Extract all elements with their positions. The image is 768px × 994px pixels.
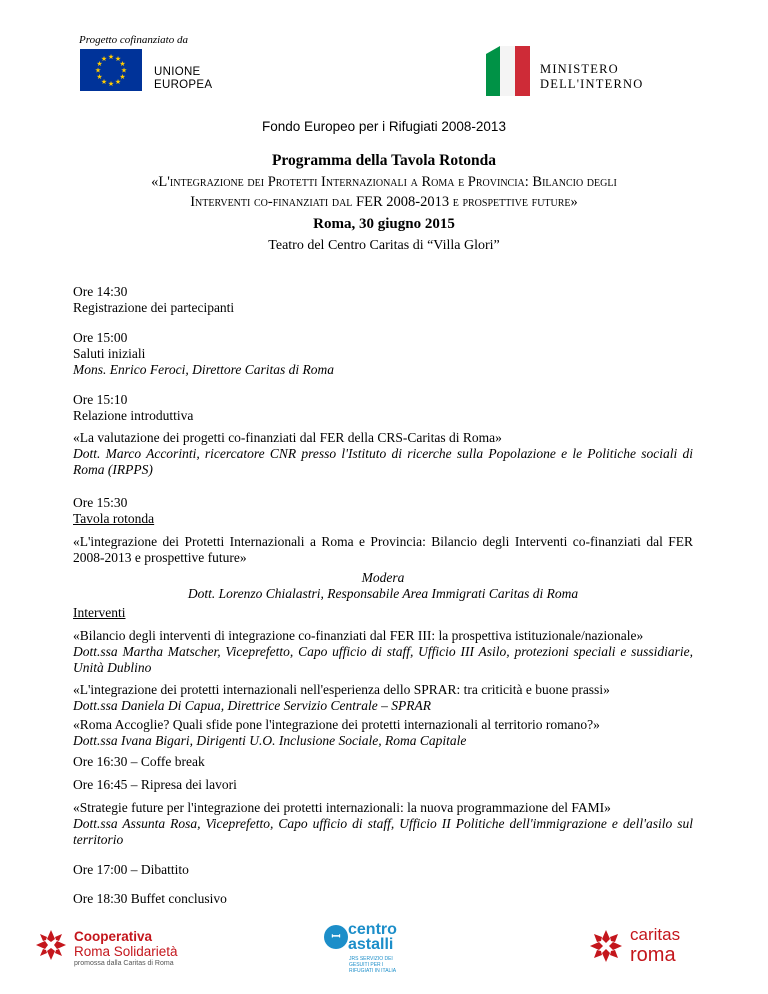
eu-flag-logo: [80, 49, 142, 91]
theme-part2: Protetti Internazionali a Roma e Provincia: Bilancio degli: [267, 174, 617, 190]
event-date: Roma, 30 giugno 2015: [313, 216, 455, 232]
ministry-label: [540, 62, 643, 92]
agenda-title: Saluti iniziali: [73, 346, 146, 361]
talk-title: «Strategie future per l'integrazione dei protetti internazionali: la nuova programmazione del FAMI»: [73, 800, 611, 815]
talk-speaker: Dott. Marco Accorinti, ricercatore CNR presso l'Istituto di ricerche sulla Popolazione e le Politiche sociali di Roma (IRPPS): [73, 446, 693, 477]
event-theme: [80, 172, 688, 212]
buffet: Ore 18:30 Buffet conclusivo: [73, 891, 227, 906]
talk-speaker: Dott.ssa Assunta Rosa, Viceprefetto, Capo ufficio di staff, Ufficio II Politiche dell'immigrazione e dell'asilo sul territorio: [73, 816, 693, 847]
agenda-time: Ore 15:30: [73, 495, 128, 510]
agenda-time: Ore 14:30: [73, 284, 128, 299]
agenda-speaker: Mons. Enrico Feroci, Direttore Caritas di Roma: [73, 362, 334, 377]
roundtable-talk: «L'integrazione dei Protetti Internazionali a Roma e Provincia: Bilancio degli Interventi co-finanziati dal FER 2008-2013 e prospettive future»: [73, 534, 693, 565]
fund-name: Fondo Europeo per i Rifugiati 2008-2013: [262, 119, 506, 134]
interventi-heading: Interventi: [73, 605, 126, 620]
moderator-label: Modera: [361, 570, 405, 585]
agenda-time: Ore 15:00: [73, 330, 128, 345]
intervento-2: [73, 682, 693, 714]
svg-text:★: ★: [100, 55, 108, 63]
resume-works: Ore 16:45 – Ripresa dei lavori: [73, 777, 237, 792]
moderator-block: [73, 570, 693, 602]
astalli-symbol-icon: ꟷ: [324, 925, 348, 949]
agenda-block-intro: [73, 392, 693, 424]
theme-part3: Interventi co-finanziati dal: [190, 194, 357, 210]
eu-label-line2: EUROPEA: [154, 79, 213, 91]
coop-logo-text: [74, 929, 178, 969]
event-venue: Teatro del Centro Caritas di “Villa Glori”: [268, 238, 500, 253]
talk-title: «Bilancio degli interventi di integrazione co-finanziati dal FER III: la prospettiva istituzionale/nazionale»: [73, 628, 644, 643]
intervento-1: [73, 628, 693, 676]
theme-part1: integrazione dei: [169, 174, 268, 190]
svg-text:★: ★: [94, 66, 102, 75]
svg-text:★: ★: [119, 60, 126, 68]
talk-title: «L'integrazione dei protetti internazionali nell'esperienza dello SPRAR: tra criticità e buone prassi»: [73, 682, 610, 697]
theme-close: »: [570, 194, 578, 210]
agenda-title: Tavola rotonda: [73, 511, 155, 526]
eu-label: [154, 66, 212, 92]
svg-text:★: ★: [107, 53, 115, 61]
talk-speaker: Dott.ssa Daniela Di Capua, Direttrice Servizio Centrale – SPRAR: [73, 698, 431, 713]
ministry-label-line1: MINISTERO: [540, 62, 619, 76]
caritas-line1: caritas: [630, 925, 681, 944]
agenda-talk-intro: [73, 430, 693, 478]
caritas-line2: roma: [630, 944, 676, 966]
debate: Ore 17:00 – Dibattito: [73, 862, 189, 877]
coop-line3: promossa dalla Caritas di Roma: [74, 960, 174, 967]
agenda-time: Ore 15:10: [73, 392, 128, 407]
svg-text:★: ★: [114, 78, 122, 86]
intervento-3: [73, 717, 693, 749]
theme-open: «L': [151, 174, 170, 190]
svg-text:★: ★: [107, 80, 115, 88]
coffee-break: Ore 16:30 – Coffe break: [73, 754, 205, 769]
eu-label-line1: UNIONE: [154, 66, 201, 78]
caritas-cross-icon: [589, 929, 623, 963]
astalli-logo-text: [348, 922, 397, 952]
astalli-line2: astalli: [348, 936, 394, 953]
coop-line2: Roma Solidarietà: [74, 944, 178, 959]
theme-part4: FER 2008-2013: [356, 194, 450, 210]
talk-title: «La valutazione dei progetti co-finanziati dal FER della CRS-Caritas di Roma»: [73, 430, 502, 445]
svg-text:★: ★: [96, 73, 103, 81]
ministry-label-line2: DELL'INTERNO: [540, 77, 644, 91]
svg-text:★: ★: [120, 66, 128, 75]
astalli-subtitle: JRS SERVIZIO DEI GESUITI PER I RIFUGIATI IN ITALIA: [349, 956, 397, 974]
svg-text:★: ★: [96, 60, 103, 68]
caritas-logo-text: [630, 925, 680, 965]
program-title: Programma della Tavola Rotonda: [271, 152, 497, 169]
agenda-title: Relazione introduttiva: [73, 408, 194, 423]
svg-text:★: ★: [100, 78, 108, 86]
coop-line1: Cooperativa: [74, 929, 153, 944]
agenda-block-greetings: [73, 330, 693, 378]
talk-title: «Roma Accoglie? Quali sfide pone l'integrazione dei protetti internazionali al territorio romano?»: [73, 717, 600, 732]
italy-flag-logo: [486, 46, 530, 96]
talk-speaker: Dott.ssa Ivana Bigari, Dirigenti U.O. Inclusione Sociale, Roma Capitale: [73, 733, 467, 748]
moderator-name: Dott. Lorenzo Chialastri, Responsabile Area Immigrati Caritas di Roma: [187, 586, 579, 601]
astalli-line1: centro: [348, 921, 397, 938]
agenda-title: Registrazione dei partecipanti: [73, 300, 235, 315]
intervento-4: [73, 800, 693, 848]
svg-text:★: ★: [119, 73, 126, 81]
agenda-block-registration: [73, 284, 693, 316]
cofinanced-label: Progetto cofinanziato da: [79, 34, 188, 46]
agenda-block-roundtable: [73, 495, 693, 527]
coop-cross-icon: [34, 928, 68, 962]
svg-text:★: ★: [114, 55, 122, 63]
talk-speaker: Dott.ssa Martha Matscher, Viceprefetto, Capo ufficio di staff, Ufficio III Asilo, protezioni speciali e sussidiarie, Unità Dublino: [73, 644, 693, 675]
theme-part5: e prospettive future: [449, 194, 571, 210]
